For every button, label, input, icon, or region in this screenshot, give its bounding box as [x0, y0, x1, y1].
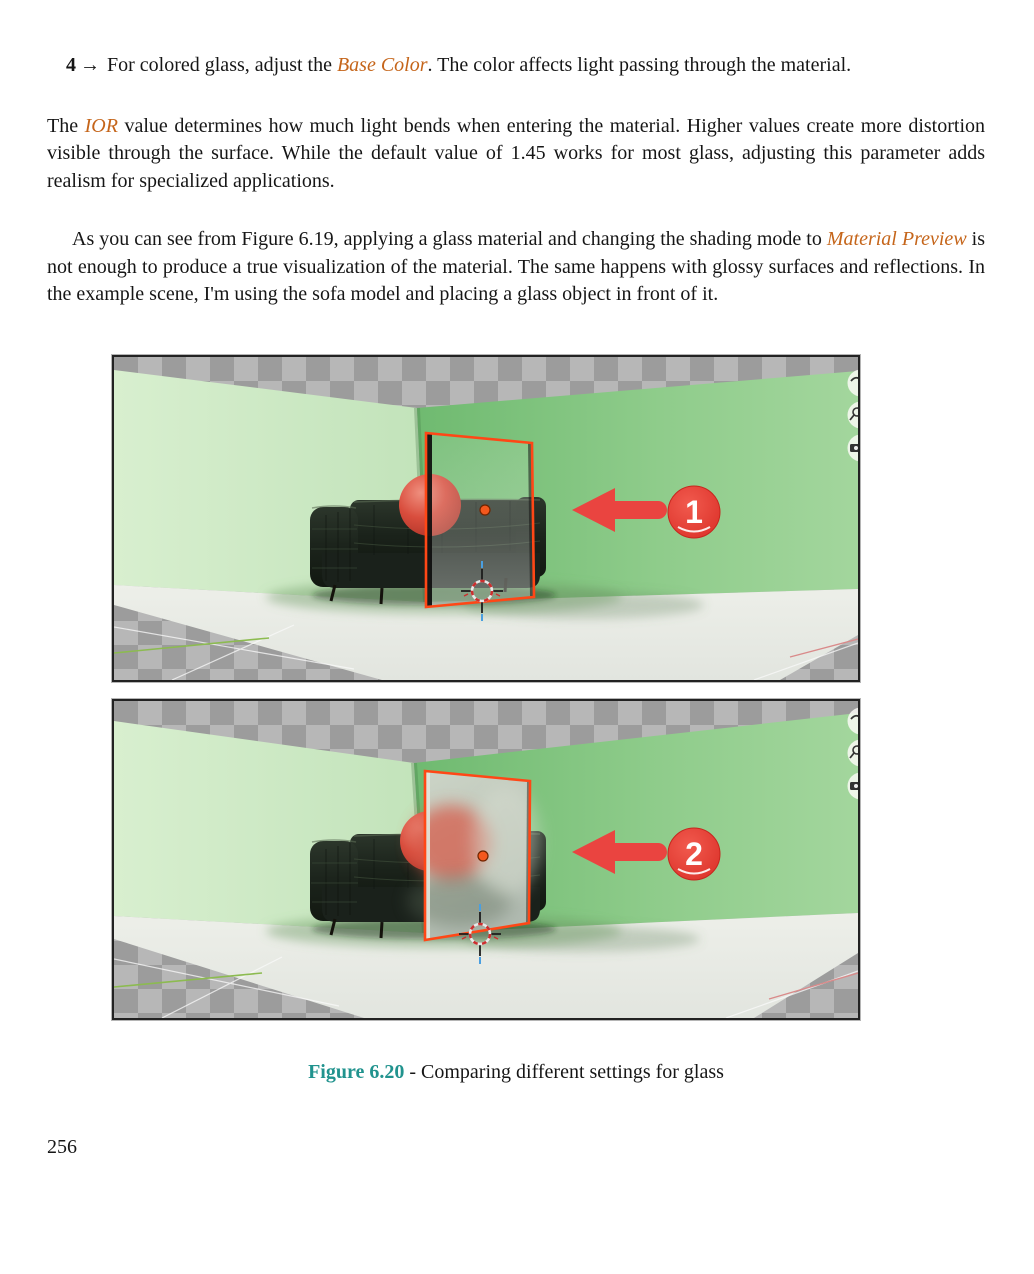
object-origin-dot [478, 851, 488, 861]
paragraph-text: As you can see from Figure 6.19, applying a glass material and changing the shading mode to [72, 228, 827, 250]
viewport-overlay-buttons [848, 369, 859, 461]
page-number: 256 [47, 1135, 77, 1158]
step-text-emphasis: Base Color [336, 54, 428, 76]
figure-caption-text: - Comparing different settings for glass [404, 1060, 724, 1083]
viewport-screenshot-2 [112, 699, 860, 1020]
step-arrow-glyph: → [80, 54, 100, 76]
glass-pane-frosted [407, 771, 540, 940]
paragraph-ior [47, 113, 985, 196]
paragraph-text: The [47, 114, 85, 137]
marker-number: 1 [685, 493, 703, 530]
paragraph-text: is not enough to produce a true visualization of the material. The same happens with glossy surfaces and reflections. In the example scene, I'm using the sofa model and placing a glass object in front of it. [47, 228, 985, 305]
blender-viewport-frosted-glass [114, 701, 858, 1018]
figure-caption-label: Figure 6.20 [308, 1060, 405, 1083]
paragraph-emphasis: IOR [84, 114, 118, 137]
step-text-pre: For colored glass, adjust the [107, 54, 337, 76]
figure-6-20 [112, 355, 985, 1020]
numbered-step-4 [66, 52, 890, 80]
figure-caption [47, 1061, 985, 1084]
paragraph-emphasis: Material Preview [826, 228, 967, 250]
paragraph-figure-intro [47, 226, 985, 309]
object-origin-dot [480, 505, 490, 515]
step-number: 4 [66, 54, 76, 76]
step-text-post: . The color affects light passing through the material. [427, 54, 852, 76]
viewport-screenshot-1 [112, 355, 860, 682]
viewport-overlay-buttons [848, 707, 859, 799]
paragraph-text: value determines how much light bends when entering the material. Higher values create more distortion visible through the surface. While the default value of 1.45 works for most glass, adjusting this parameter adds realism for specialized applications. [47, 114, 985, 192]
blender-viewport-clear-glass [114, 357, 858, 680]
marker-number: 2 [685, 835, 703, 872]
